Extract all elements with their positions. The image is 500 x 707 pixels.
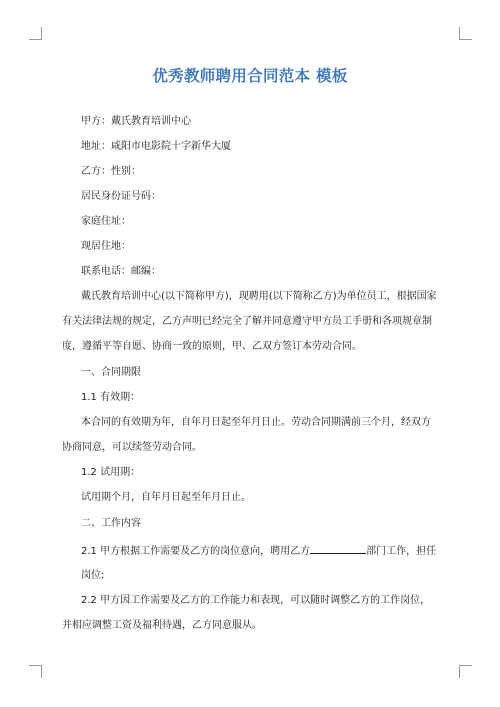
party-b-line: 乙方：性别： (81, 166, 141, 177)
section-1-heading: 一、合同期限 (81, 367, 141, 378)
intro-paragraph-line-1: 戴氏教育培训中心(以下简称甲方)，现聘用(以下简称乙方)为单位员工，根据国家 (81, 291, 437, 302)
party-a-line: 甲方：戴氏教育培训中心 (81, 116, 191, 127)
current-address-line: 现居住地： (81, 241, 131, 252)
id-number-line: 居民身份证号码： (81, 191, 161, 202)
department-blank (310, 544, 366, 554)
section-1-1-line-1: 本合同的有效期为年，自年月日起至年月日止。劳动合同期满前三个月，经双方 (81, 417, 431, 428)
section-1-2-line-1: 试用期个月，自年月日起至年月日止。 (81, 492, 251, 503)
section-2-heading: 二、工作内容 (81, 518, 141, 529)
home-address-line: 家庭住址： (81, 216, 131, 227)
section-1-1-heading: 1.1 有效期： (81, 392, 141, 403)
section-2-2-line-2: 并相应调整工资及福利待遇，乙方同意服从。 (62, 620, 262, 631)
intro-paragraph-line-3: 度，遵循平等自愿、协商一致的原则，甲、乙双方签订本劳动合同。 (62, 341, 362, 352)
phone-line: 联系电话：邮编： (81, 266, 161, 277)
section-1-2-heading: 1.2 试用期： (81, 467, 141, 478)
intro-paragraph-line-2: 有关法律法规的规定，乙方声明已经完全了解并同意遵守甲方员工手册和各项规章制 (62, 316, 432, 327)
section-2-2-line-1: 2.2 甲方因工作需要及乙方的工作能力和表现，可以随时调整乙方的工作岗位， (81, 595, 431, 606)
crop-mark-top-left (29, 27, 42, 40)
section-2-1-text-b: 部门工作，担任 (366, 546, 437, 557)
document-title: 优秀教师聘用合同范本 模板 (152, 67, 348, 85)
section-2-1-line-2: 岗位; (81, 570, 105, 581)
section-2-1-text-a: 2.1 甲方根据工作需要及乙方的岗位意向，聘用乙方 (81, 546, 311, 557)
section-1-1-line-2: 协商同意，可以续签劳动合同。 (62, 442, 202, 453)
crop-mark-top-right (459, 27, 472, 40)
crop-mark-bottom-left (29, 665, 42, 678)
section-2-1-line-1 (81, 544, 436, 558)
crop-mark-bottom-right (459, 665, 472, 678)
address-line: 地址：咸阳市电影院十字新华大厦 (81, 141, 231, 152)
